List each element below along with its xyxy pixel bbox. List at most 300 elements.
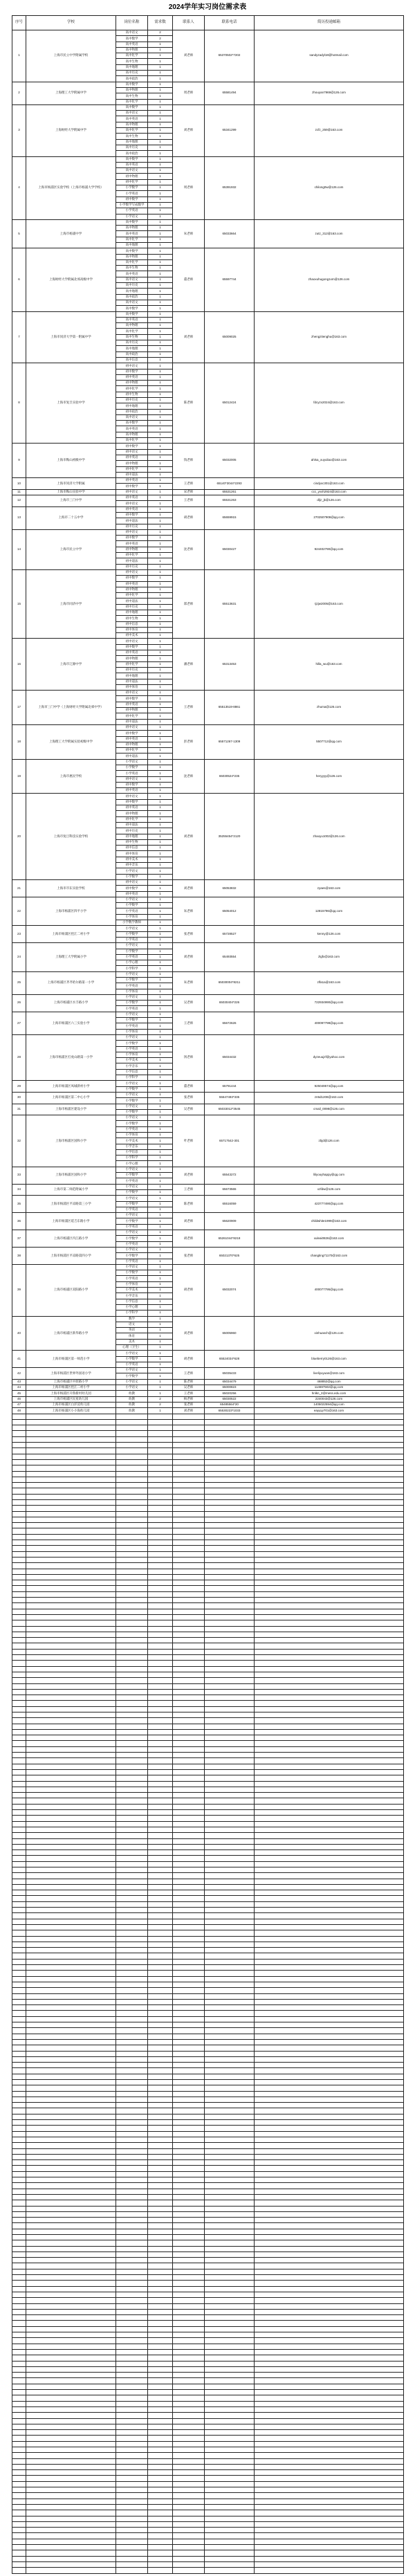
filler-cell: [205, 1953, 255, 1959]
filler-cell: [148, 1758, 173, 1764]
post-name: 高中政治: [116, 351, 148, 357]
filler-cell: [255, 1425, 404, 1431]
filler-cell: [173, 2395, 205, 2401]
filler-cell: [12, 1643, 26, 1649]
post-name: 小学科学: [116, 1310, 148, 1316]
filler-cell: [148, 1982, 173, 1987]
filler-cell: [148, 1448, 173, 1454]
filler-cell: [173, 2321, 205, 2326]
contact-email[interactable]: eayyyy701@163.com: [255, 1408, 404, 1414]
table-row-filler: [12, 2148, 404, 2154]
contact-email[interactable]: xinhuasch@126.com: [255, 1316, 404, 1351]
table-row-filler: [12, 2458, 404, 2464]
filler-cell: [116, 2269, 148, 2274]
filler-cell: [205, 1655, 255, 1661]
table-row: [12, 529, 404, 535]
filler-cell: [173, 1976, 205, 1982]
filler-cell: [26, 2108, 116, 2114]
table-row-filler: [12, 1769, 404, 1775]
contact-email[interactable]: 925049574@qq.com: [255, 1081, 404, 1093]
filler-cell: [26, 2521, 116, 2527]
post-name: 初中英语: [116, 495, 148, 501]
table-row: [12, 30, 404, 36]
filler-cell: [12, 1884, 26, 1890]
filler-cell: [205, 2413, 255, 2418]
table-row-filler: [12, 2235, 404, 2240]
filler-cell: [255, 1701, 404, 1706]
post-name: 小学音乐: [116, 1144, 148, 1149]
post-name: 初中化学: [116, 386, 148, 392]
table-row: [12, 489, 404, 495]
post-name: 初中美术: [116, 633, 148, 639]
filler-cell: [173, 1689, 205, 1695]
filler-cell: [255, 1506, 404, 1511]
contact-email[interactable]: 2702507908@qq.com: [255, 506, 404, 529]
post-count: 1: [148, 811, 173, 816]
post-count: 1: [148, 219, 173, 225]
filler-cell: [205, 2487, 255, 2493]
contact-email[interactable]: hilla_wu@163.com: [255, 639, 404, 691]
filler-cell: [26, 1569, 116, 1574]
filler-cell: [255, 1695, 404, 1701]
filler-cell: [148, 2091, 173, 2097]
post-count: 1: [148, 1189, 173, 1195]
contact-email[interactable]: zlgfx@163.com: [255, 943, 404, 971]
contact-email[interactable]: 1405022594@qq.com: [255, 1402, 404, 1407]
filler-cell: [148, 2022, 173, 2028]
filler-cell: [116, 1586, 148, 1591]
post-name: 高中地理: [116, 64, 148, 70]
contact-email[interactable]: dyzeuujzf@yahoo.com: [255, 1034, 404, 1080]
contact-email[interactable]: liveliyuyuan@163.com: [255, 1368, 404, 1380]
filler-cell: [116, 1540, 148, 1546]
filler-cell: [205, 1718, 255, 1724]
filler-cell: [205, 2034, 255, 2039]
contact-email[interactable]: blueberry0126@163.com: [255, 1351, 404, 1368]
filler-cell: [12, 1626, 26, 1632]
filler-cell: [12, 2275, 26, 2281]
contact-phone: 65717542-301: [205, 1115, 255, 1167]
post-count: 1: [148, 610, 173, 615]
filler-cell: [26, 2148, 116, 2154]
table-row-filler: [12, 2481, 404, 2487]
filler-cell: [255, 1500, 404, 1506]
filler-cell: [12, 1483, 26, 1488]
filler-cell: [148, 2005, 173, 2011]
filler-cell: [255, 1666, 404, 1672]
filler-cell: [205, 2022, 255, 2028]
contact-email[interactable]: zcfz_259@163.com: [255, 104, 404, 156]
table-row-filler: [12, 1724, 404, 1729]
post-name: 初中英语: [116, 788, 148, 794]
contact-email[interactable]: 5507712@qq.com: [255, 724, 404, 759]
post-name: 初中物理: [116, 547, 148, 552]
filler-cell: [12, 1764, 26, 1769]
contact-email[interactable]: cmail_0098@126.com: [255, 1104, 404, 1115]
filler-cell: [173, 2085, 205, 2091]
contact-email[interactable]: 400077795@qq.com: [255, 1264, 404, 1316]
post-name: 初中语文: [116, 776, 148, 782]
contact-email[interactable]: liliyouyhappy@qq.com: [255, 1167, 404, 1184]
contact-name: 陈老师: [173, 1379, 205, 1385]
contact-phone: 65000823: [205, 1385, 255, 1391]
filler-cell: [148, 1609, 173, 1614]
filler-cell: [148, 2458, 173, 2464]
filler-cell: [255, 2183, 404, 2189]
filler-cell: [173, 2148, 205, 2154]
filler-cell: [12, 1678, 26, 1683]
post-count: 1: [148, 1236, 173, 1241]
filler-cell: [26, 1454, 116, 1459]
filler-cell: [173, 1443, 205, 1448]
filler-cell: [255, 2051, 404, 2056]
school-name: 上海理工大学附属小学: [26, 943, 116, 971]
filler-cell: [12, 1982, 26, 1987]
table-row-filler: [12, 2177, 404, 2183]
filler-cell: [26, 2384, 116, 2389]
filler-cell: [173, 1557, 205, 1562]
school-name: 上海理工大学附属中学: [26, 82, 116, 104]
contact-email[interactable]: xuleai0826@163.com: [255, 1230, 404, 1248]
contact-email[interactable]: heryyyy@126.com: [255, 759, 404, 794]
post-name: 小学语文: [116, 943, 148, 949]
filler-cell: [116, 1953, 148, 1959]
contact-email[interactable]: kenny@126.com: [255, 926, 404, 943]
contact-email[interactable]: sandyzadyl18@hotmail.com: [255, 30, 404, 82]
contact-phone: 65030524*235: [205, 759, 255, 794]
contact-phone: 65341299: [205, 104, 255, 156]
school-name: 上海市杨浦区控江二村小学: [26, 1385, 116, 1391]
filler-cell: [205, 1528, 255, 1534]
table-row-filler: [12, 2441, 404, 2447]
post-count: 1: [148, 954, 173, 960]
filler-cell: [255, 1971, 404, 1976]
contact-email[interactable]: zhuma@126.com: [255, 691, 404, 725]
contact-phone: 65530223*1033: [205, 1408, 255, 1414]
contact-email[interactable]: cindyxc301@163.com: [255, 478, 404, 490]
post-count: 1: [148, 558, 173, 564]
filler-cell: [116, 1948, 148, 1953]
contact-email[interactable]: xzfdw@126.com: [255, 1184, 404, 1196]
school-name: 上海市杨浦区世界外国语小学: [26, 1368, 116, 1380]
post-count: 1: [148, 472, 173, 477]
filler-cell: [255, 2521, 404, 2527]
filler-cell: [148, 1793, 173, 1798]
table-row-filler: [12, 1695, 404, 1701]
post-count: 1: [148, 1167, 173, 1172]
post-count: 1: [148, 1155, 173, 1161]
row-number: 37: [12, 1230, 26, 1248]
post-name: 小学数学: [116, 977, 148, 983]
filler-cell: [12, 1913, 26, 1919]
filler-cell: [255, 2154, 404, 2159]
contact-email[interactable]: zyaes@163.com: [255, 879, 404, 897]
contact-email[interactable]: 722934990@qq.com: [255, 994, 404, 1012]
post-name: 小学体育: [116, 1281, 148, 1287]
table-row-filler: [12, 1655, 404, 1661]
filler-cell: [116, 2286, 148, 2292]
filler-cell: [205, 2063, 255, 2068]
filler-cell: [173, 2286, 205, 2292]
filler-cell: [255, 2246, 404, 2251]
filler-cell: [173, 1523, 205, 1528]
filler-cell: [205, 2108, 255, 2114]
post-name: 高中政治: [116, 76, 148, 82]
filler-cell: [205, 2516, 255, 2521]
filler-cell: [148, 2263, 173, 2269]
contact-email[interactable]: 423777490@qq.com: [255, 1196, 404, 1213]
post-name: 初中语文: [116, 501, 148, 506]
filler-cell: [205, 1908, 255, 1913]
contact-name: 周老师: [173, 82, 205, 104]
filler-cell: [116, 1816, 148, 1821]
filler-cell: [116, 1638, 148, 1643]
contact-email[interactable]: zhaoxuhugong1xm@126.com: [255, 248, 404, 311]
contact-phone: 65597744: [205, 248, 255, 311]
contact-email[interactable]: zbjd@126.com: [255, 1115, 404, 1167]
filler-cell: [148, 2097, 173, 2102]
post-count: 1: [148, 351, 173, 357]
filler-cell: [148, 1896, 173, 1901]
filler-cell: [12, 2022, 26, 2028]
filler-cell: [173, 1908, 205, 1913]
filler-cell: [148, 1890, 173, 1896]
contact-email[interactable]: zn5d1208@163.com: [255, 1092, 404, 1104]
post-name: 初中化学: [116, 593, 148, 599]
contact-email[interactable]: zhengzitenghu@163.com: [255, 311, 404, 363]
filler-cell: [26, 1850, 116, 1856]
table-row-filler: [12, 2051, 404, 2056]
filler-cell: [148, 2430, 173, 2436]
filler-cell: [255, 1936, 404, 1942]
contact-name: 刘老师: [173, 104, 205, 156]
table-row: [12, 879, 404, 885]
filler-cell: [116, 2091, 148, 2097]
filler-cell: [173, 2166, 205, 2171]
filler-cell: [116, 2131, 148, 2137]
filler-cell: [148, 2039, 173, 2045]
filler-cell: [148, 2338, 173, 2344]
contact-name: 刘老师: [173, 30, 205, 82]
filler-cell: [26, 2039, 116, 2045]
table-row-filler: [12, 1942, 404, 1947]
filler-cell: [12, 2028, 26, 2034]
filler-cell: [116, 2120, 148, 2126]
filler-cell: [255, 1638, 404, 1643]
post-name: 高中数学: [116, 156, 148, 162]
contact-email[interactable]: fdcyzx2024@163.com: [255, 363, 404, 444]
filler-cell: [116, 2251, 148, 2257]
filler-cell: [205, 1856, 255, 1861]
table-row-filler: [12, 1609, 404, 1614]
table-row-filler: [12, 1971, 404, 1976]
filler-cell: [26, 2303, 116, 2309]
filler-cell: [173, 1901, 205, 1907]
contact-name: 刘老师: [173, 794, 205, 879]
post-count: 1: [148, 1173, 173, 1178]
filler-cell: [173, 2458, 205, 2464]
post-name: 高中数学: [116, 104, 148, 110]
filler-cell: [116, 1655, 148, 1661]
filler-cell: [116, 1746, 148, 1752]
table-row: [12, 363, 404, 369]
table-row-filler: [12, 1999, 404, 2004]
table-row-filler: [12, 1546, 404, 1551]
filler-cell: [116, 1580, 148, 1586]
contact-email[interactable]: 114697502@qq.com: [255, 1385, 404, 1391]
filler-cell: [205, 1425, 255, 1431]
filler-cell: [116, 2166, 148, 2171]
post-count: 1: [148, 949, 173, 954]
filler-cell: [116, 1511, 148, 1517]
contact-phone: 65032005: [205, 444, 255, 478]
post-count: 1: [148, 644, 173, 650]
filler-cell: [255, 1546, 404, 1551]
table-row-filler: [12, 1443, 404, 1448]
filler-cell: [255, 1861, 404, 1867]
contact-email[interactable]: 924402790@qq.com: [255, 529, 404, 569]
table-row-filler: [12, 1913, 404, 1919]
school-name: 上海市民立中学附属学校: [26, 30, 116, 82]
filler-cell: [173, 1735, 205, 1741]
post-name: 初中数学: [116, 782, 148, 787]
filler-cell: [148, 2349, 173, 2355]
filler-cell: [116, 2447, 148, 2452]
post-count: 1: [148, 897, 173, 902]
post-name: 英语: [116, 1328, 148, 1333]
filler-cell: [26, 2275, 116, 2281]
filler-cell: [12, 1701, 26, 1706]
filler-cell: [26, 2361, 116, 2366]
contact-email[interactable]: 12815796@qq.com: [255, 897, 404, 925]
post-count: 1: [148, 1408, 173, 1414]
filler-cell: [116, 1425, 148, 1431]
filler-cell: [26, 2366, 116, 2372]
filler-cell: [12, 1896, 26, 1901]
filler-cell: [148, 2131, 173, 2137]
filler-cell: [116, 1775, 148, 1781]
post-count: 1: [148, 983, 173, 989]
post-name: 初中物理: [116, 708, 148, 713]
filler-cell: [148, 1827, 173, 1832]
filler-cell: [12, 1901, 26, 1907]
contact-email[interactable]: ahlsa_xuyuliao@163.com: [255, 444, 404, 478]
contact-phone: 65571267-1309: [205, 724, 255, 759]
filler-cell: [255, 1483, 404, 1488]
contact-email[interactable]: zhouyan7969@126.com: [255, 82, 404, 104]
filler-cell: [12, 1471, 26, 1477]
school-name: 上海市杨浦区齐齐哈尔路第一小学: [26, 971, 116, 994]
filler-cell: [116, 2384, 148, 2389]
post-count: 1: [148, 386, 173, 392]
school-name: 上海市杨浦区水丰路小学: [26, 994, 116, 1012]
filler-cell: [148, 2568, 173, 2573]
filler-cell: [148, 1638, 173, 1643]
contact-phone: 65030427: [205, 529, 255, 569]
col-header-no: 序号: [12, 16, 26, 30]
filler-cell: [173, 2275, 205, 2281]
post-count: 1: [148, 667, 173, 673]
contact-email[interactable]: childwhite1999@163.com: [255, 1213, 404, 1230]
filler-cell: [148, 1683, 173, 1689]
contact-phone: 65531263: [205, 495, 255, 507]
filler-cell: [255, 2229, 404, 2234]
filler-cell: [12, 2539, 26, 2544]
post-name: 初中数学: [116, 197, 148, 202]
contact-email[interactable]: tjzjw2005@163.com: [255, 569, 404, 639]
table-row-filler: [12, 1414, 404, 1419]
filler-cell: [26, 1999, 116, 2004]
filler-cell: [12, 1948, 26, 1953]
filler-cell: [116, 1735, 148, 1741]
table-row-filler: [12, 1884, 404, 1890]
table-row-filler: [12, 1787, 404, 1792]
contact-email[interactable]: zutz_312@163.com: [255, 219, 404, 248]
filler-cell: [205, 1810, 255, 1816]
filler-cell: [116, 1683, 148, 1689]
filler-cell: [255, 2097, 404, 2102]
filler-cell: [116, 2034, 148, 2039]
filler-cell: [12, 2378, 26, 2384]
post-count: 1: [148, 581, 173, 587]
filler-cell: [173, 1913, 205, 1919]
post-name: 初中政治: [116, 409, 148, 414]
filler-cell: [12, 2418, 26, 2424]
contact-email[interactable]: hnlkn_2@mess.edu.com: [255, 1391, 404, 1396]
contact-email[interactable]: changting71170@163.com: [255, 1247, 404, 1264]
filler-cell: [26, 2269, 116, 2274]
contact-email[interactable]: ccc_yvxh2924@163.com: [255, 489, 404, 495]
filler-cell: [12, 1546, 26, 1551]
filler-cell: [148, 2395, 173, 2401]
filler-cell: [26, 1971, 116, 1976]
post-name: 小学数学: [116, 1121, 148, 1126]
filler-cell: [12, 2108, 26, 2114]
contact-email[interactable]: 468852@qq.com: [255, 1379, 404, 1385]
filler-cell: [255, 1586, 404, 1591]
filler-cell: [12, 1827, 26, 1832]
filler-cell: [173, 1661, 205, 1666]
filler-cell: [26, 1769, 116, 1775]
filler-cell: [255, 2281, 404, 2286]
filler-cell: [255, 2390, 404, 2395]
contact-email[interactable]: zlfa1a@163.com: [255, 971, 404, 994]
filler-cell: [12, 2251, 26, 2257]
filler-cell: [148, 1724, 173, 1729]
contact-email[interactable]: 2240043@126.com: [255, 1396, 404, 1402]
filler-cell: [116, 1483, 148, 1488]
filler-cell: [205, 2263, 255, 2269]
table-row: [12, 639, 404, 644]
filler-cell: [148, 1695, 173, 1701]
filler-cell: [12, 2326, 26, 2332]
post-name: 小学语文: [116, 1264, 148, 1270]
contact-email[interactable]: zhaoyu1002@126.com: [255, 794, 404, 879]
post-count: 1: [148, 226, 173, 231]
post-name: 高中地理: [116, 139, 148, 145]
post-name: 小学英语: [116, 1207, 148, 1212]
contact-email[interactable]: dljz_jk@126.com: [255, 495, 404, 507]
contact-email[interactable]: 400097798@qq.com: [255, 1012, 404, 1034]
post-name: 高中生物: [116, 59, 148, 64]
post-name: 初中数学: [116, 484, 148, 489]
filler-cell: [148, 2063, 173, 2068]
table-row-filler: [12, 2545, 404, 2550]
post-name: 语文: [116, 1322, 148, 1327]
filler-cell: [173, 2068, 205, 2074]
filler-cell: [173, 2079, 205, 2085]
contact-email[interactable]: chilong0w@126.com: [255, 156, 404, 219]
